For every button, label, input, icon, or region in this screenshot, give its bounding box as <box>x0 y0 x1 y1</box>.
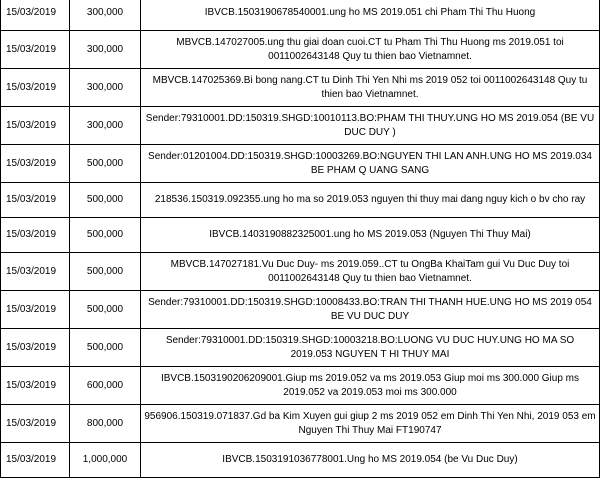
table-row <box>1 367 600 405</box>
date-cell: 15/03/2019 <box>1 253 70 291</box>
date-cell: 15/03/2019 <box>1 291 70 329</box>
description-cell: IBVCB.1503190678540001.ung ho MS 2019.051 chi Pham Thi Thu Huong <box>141 0 600 31</box>
date-cell: 15/03/2019 <box>1 107 70 145</box>
amount-cell: 1,000,000 <box>70 443 141 478</box>
table-row <box>1 69 600 107</box>
description-cell: Sender:79310001.DD:150319.SHGD:10003218.BO:LUONG VU DUC HUY.UNG HO MA SO 2019.053 NGUYEN T HI THUY MAI <box>141 329 600 367</box>
table-row <box>1 443 600 478</box>
amount-cell: 500,000 <box>70 218 141 253</box>
amount-cell: 300,000 <box>70 0 141 31</box>
amount-cell: 500,000 <box>70 291 141 329</box>
date-cell: 15/03/2019 <box>1 0 70 31</box>
description-cell: Sender:01201004.DD:150319.SHGD:10003269.BO:NGUYEN THI LAN ANH.UNG HO MS 2019.034 BE PHAM Q UANG SANG <box>141 145 600 183</box>
description-cell: IBVCB.1503190206209001.Giup ms 2019.052 va ms 2019.053 Giup moi ms 300.000 Giup ms 2019.052 va 2019.053 moi ms 300.000 <box>141 367 600 405</box>
amount-cell: 500,000 <box>70 253 141 291</box>
description-cell: MBVCB.147027181.Vu Duc Duy- ms 2019.059..CT tu OngBa KhaiTam gui Vu Duc Duy toi 0011002643148 Quy tu thien bao Vietnamnet. <box>141 253 600 291</box>
date-cell: 15/03/2019 <box>1 218 70 253</box>
table-row <box>1 405 600 443</box>
description-cell: IBVCB.1503191036778001.Ung ho MS 2019.054 (be Vu Duc Duy) <box>141 443 600 478</box>
date-cell: 15/03/2019 <box>1 145 70 183</box>
description-cell: IBVCB.1403190882325001.ung ho MS 2019.053 (Nguyen Thi Thuy Mai) <box>141 218 600 253</box>
amount-cell: 500,000 <box>70 145 141 183</box>
amount-cell: 600,000 <box>70 367 141 405</box>
amount-cell: 800,000 <box>70 405 141 443</box>
amount-cell: 300,000 <box>70 31 141 69</box>
description-cell: Sender:79310001.DD:150319.SHGD:10008433.BO:TRAN THI THANH HUE.UNG HO MS 2019 054 BE VU DUC DUY <box>141 291 600 329</box>
date-cell: 15/03/2019 <box>1 329 70 367</box>
amount-cell: 500,000 <box>70 329 141 367</box>
date-cell: 15/03/2019 <box>1 69 70 107</box>
date-cell: 15/03/2019 <box>1 31 70 69</box>
table-row <box>1 31 600 69</box>
table-row <box>1 253 600 291</box>
description-cell: MBVCB.147027005.ung thu giai doan cuoi.CT tu Pham Thi Thu Huong ms 2019.051 toi 0011002643148 Quy tu thien bao Vietnamnet. <box>141 31 600 69</box>
amount-cell: 500,000 <box>70 183 141 218</box>
description-cell: 218536.150319.092355.ung ho ma so 2019.053 nguyen thi thuy mai dang nguy kich o bv cho ray <box>141 183 600 218</box>
amount-cell: 300,000 <box>70 69 141 107</box>
description-cell: Sender:79310001.DD:150319.SHGD:10010113.BO:PHAM THI THUY.UNG HO MS 2019.054 (BE VU DUC DUY ) <box>141 107 600 145</box>
date-cell: 15/03/2019 <box>1 405 70 443</box>
date-cell: 15/03/2019 <box>1 183 70 218</box>
table-row <box>1 291 600 329</box>
date-cell: 15/03/2019 <box>1 367 70 405</box>
description-cell: MBVCB.147025369.Bi bong nang.CT tu Dinh Thi Yen Nhi ms 2019 052 toi 0011002643148 Quy tu thien bao Vietnamnet. <box>141 69 600 107</box>
table-row <box>1 145 600 183</box>
table-row <box>1 0 600 31</box>
date-cell: 15/03/2019 <box>1 443 70 478</box>
description-cell: 956906.150319.071837.Gd ba Kim Xuyen gui giup 2 ms 2019 052 em Dinh Thi Yen Nhi, 2019 053 em Nguyen Thi Thuy Mai FT190747 <box>141 405 600 443</box>
table-row <box>1 329 600 367</box>
transaction-rows <box>1 0 600 478</box>
table-row <box>1 218 600 253</box>
amount-cell: 300,000 <box>70 107 141 145</box>
table-row <box>1 183 600 218</box>
table-row <box>1 107 600 145</box>
